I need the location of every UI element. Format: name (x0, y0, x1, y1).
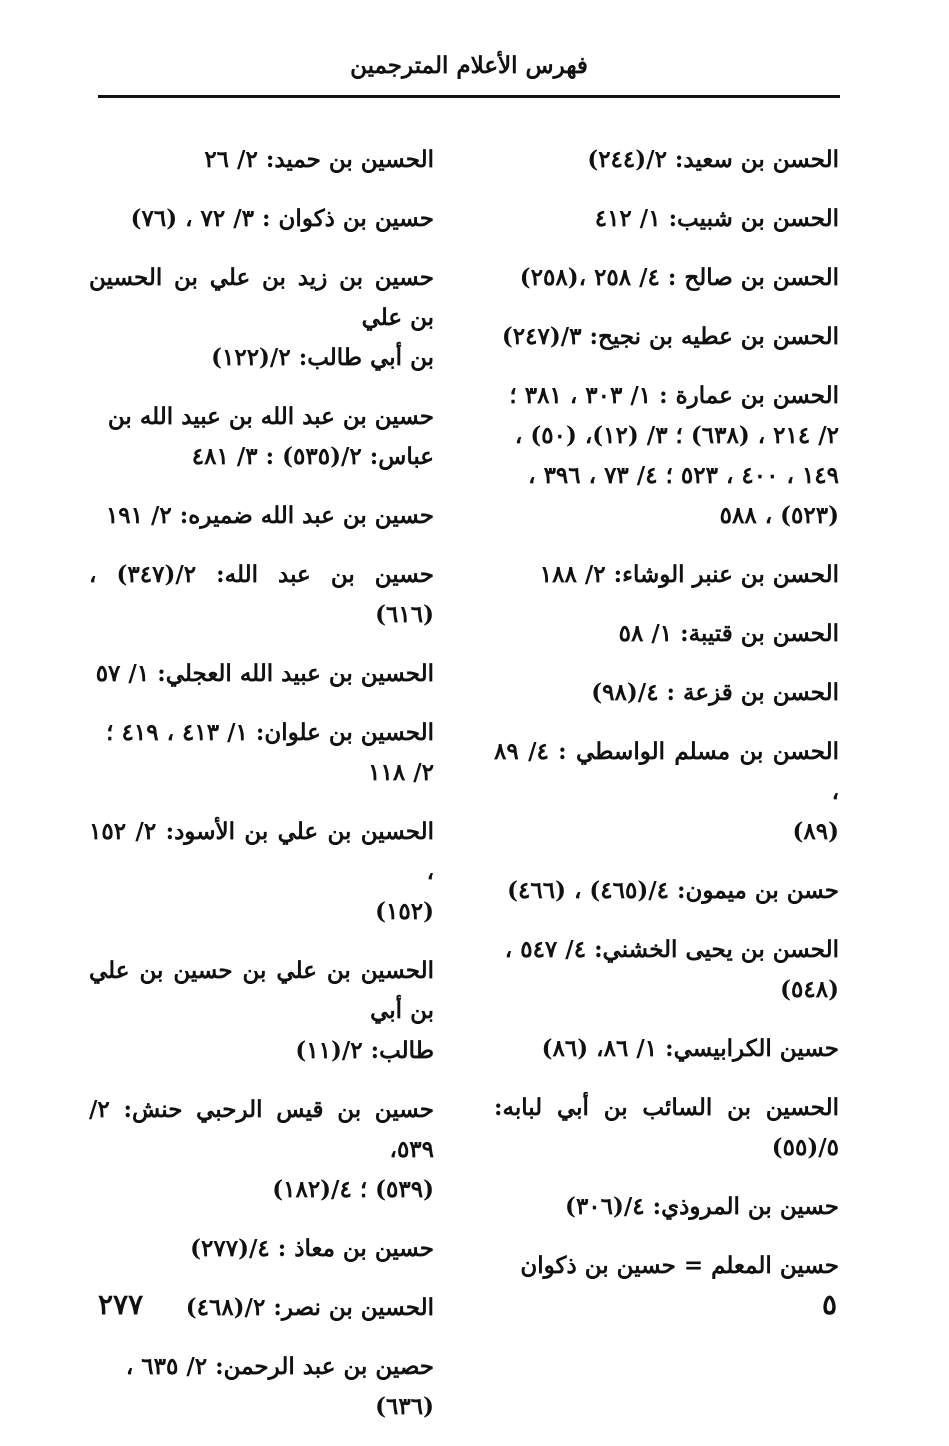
index-entry (494, 614, 839, 654)
index-entry-line: حسين بن المروذي: ٤/(٣٠٦) (565, 1193, 839, 1220)
index-entry-line: الحسين بن نصر: ٢/(٤٦٨) (185, 1294, 434, 1321)
index-entry (494, 673, 839, 713)
index-entry-line: (٥٢٣) ، ٥٨٨ (719, 502, 839, 529)
index-entry-line: (٨٩) (792, 818, 839, 845)
index-entry (494, 871, 839, 911)
index-entry-line: حسن بن ميمون: ٤/(٤٦٥) ، (٤٦٦) (507, 877, 839, 904)
index-entry-line: الحسن بن عنبر الوشاء: ٢/ ١٨٨ (539, 561, 839, 588)
index-entry (89, 1229, 434, 1269)
index-entry (494, 1187, 839, 1227)
index-entry-line: حصين بن عبد الرحمن: ٢/ ٦٣٥ ، (125, 1353, 434, 1380)
index-entry (494, 555, 839, 595)
index-entry (89, 1347, 434, 1427)
index-entry-line: الحسن بن يحيى الخشني: ٤/ ٥٤٧ ، (504, 936, 839, 963)
index-entry-line: الحسين بن علي بن الأسود: ٢/ ١٥٢ ، (89, 818, 434, 885)
index-entry-line: الحسين بن السائب بن أبي لبابه: ٥/(٥٥) (494, 1094, 839, 1161)
index-entry (89, 713, 434, 793)
index-entry (494, 258, 839, 298)
index-entry-line: الحسن بن قتيبة: ١/ ٥٨ (618, 620, 839, 647)
index-entry-line: حسين بن عبد الله بن عبيد الله بن (107, 403, 434, 430)
index-entry (494, 732, 839, 852)
index-entry (89, 1090, 434, 1210)
index-entry-line: الحسن بن شبيب: ١/ ٤١٢ (594, 205, 839, 232)
index-entry-line: عباس: ٢/(٥٣٥) : ٣/ ٤٨١ (191, 443, 434, 470)
index-entry-line: الحسن بن عطيه بن نجيح: ٣/(٢٤٧) (501, 323, 839, 350)
index-entry (89, 555, 434, 635)
index-entry-line: (٦٣٦) (375, 1393, 434, 1420)
index-entry-line: حسين بن زيد بن علي بن الحسين بن علي (89, 264, 434, 331)
index-entry (89, 951, 434, 1071)
index-entry (494, 317, 839, 357)
page-number: ٢٧٧ (98, 1288, 144, 1321)
index-entry-line: حسين بن عبد الله: ٢/(٣٤٧) ، (٦١٦) (89, 561, 434, 628)
index-entry (494, 140, 839, 180)
index-entry (494, 1246, 839, 1286)
index-entry-line: الحسن بن عمارة : ١/ ٣٠٣ ، ٣٨١ ؛ (509, 382, 839, 409)
index-entry (494, 1088, 839, 1168)
index-entry (494, 376, 839, 536)
index-entry-line: طالب: ٢/(١١) (295, 1037, 434, 1064)
index-entry (494, 199, 839, 239)
index-entry-line: ٢/ ٢١٤ ، (٦٣٨) ؛ ٣/ (١٢)، (٥٠) ، (514, 422, 839, 449)
index-entry-line: الحسين بن علي بن حسين بن علي بن أبي (89, 957, 434, 1024)
index-entry (89, 496, 434, 536)
index-entry-line: الحسن بن مسلم الواسطي : ٤/ ٨٩ ، (494, 738, 839, 805)
index-entry-line: حسين المعلم = حسين بن ذكوان (520, 1252, 839, 1279)
running-header-title: فهرس الأعلام المترجمين (350, 52, 588, 79)
index-entry (89, 397, 434, 477)
index-entry (494, 1029, 839, 1069)
header-divider (98, 95, 840, 98)
index-entry-line: (٥٣٩) ؛ ٤/(١٨٢) (272, 1176, 434, 1203)
index-entry-line: بن أبي طالب: ٢/(١٢٢) (211, 344, 434, 371)
index-entry-line: الحسين بن عبيد الله العجلي: ١/ ٥٧ (95, 660, 434, 687)
index-entry-line: حسين بن عبد الله ضميره: ٢/ ١٩١ (105, 502, 434, 529)
index-entry (89, 812, 434, 932)
index-entry (89, 199, 434, 239)
index-entry-line: ٢/ ١١٨ (368, 759, 434, 786)
index-column-left (89, 140, 434, 1446)
index-entry (89, 258, 434, 378)
index-entry-line: الحسن بن صالح : ٤/ ٢٥٨ ،(٢٥٨) (519, 264, 839, 291)
index-entry (89, 140, 434, 180)
index-entry-line: (١٥٢) (375, 898, 434, 925)
section-number: ٥ (821, 1288, 837, 1321)
index-entry (89, 654, 434, 694)
index-entry-line: الحسن بن قزعة : ٤/(٩٨) (591, 679, 839, 706)
index-entry-line: حسين بن قيس الرحبي حنش: ٢/ ٥٣٩، (89, 1096, 434, 1163)
index-entry-line: (٥٤٨) (780, 976, 839, 1003)
index-entry-line: حسين الكرابيسي: ١/ ٨٦، (٨٦) (541, 1035, 839, 1062)
index-entry-line: ١٤٩ ، ٤٠٠ ، ٥٢٣ ؛ ٤/ ٧٣ ، ٣٩٦ ، (528, 462, 839, 489)
index-entry-line: حسين بن معاذ : ٤/(٢٧٧) (190, 1235, 434, 1262)
index-entry-line: الحسين بن حميد: ٢/ ٢٦ (204, 146, 434, 173)
index-column-right (494, 140, 839, 1305)
index-entry (494, 930, 839, 1010)
index-entry-line: الحسن بن سعيد: ٢/(٢٤٤) (587, 146, 839, 173)
index-entry-line: حسين بن ذكوان : ٣/ ٧٢ ، (٧٦) (130, 205, 434, 232)
index-entry-line: الحسين بن علوان: ١/ ٤١٣ ، ٤١٩ ؛ (106, 719, 434, 746)
